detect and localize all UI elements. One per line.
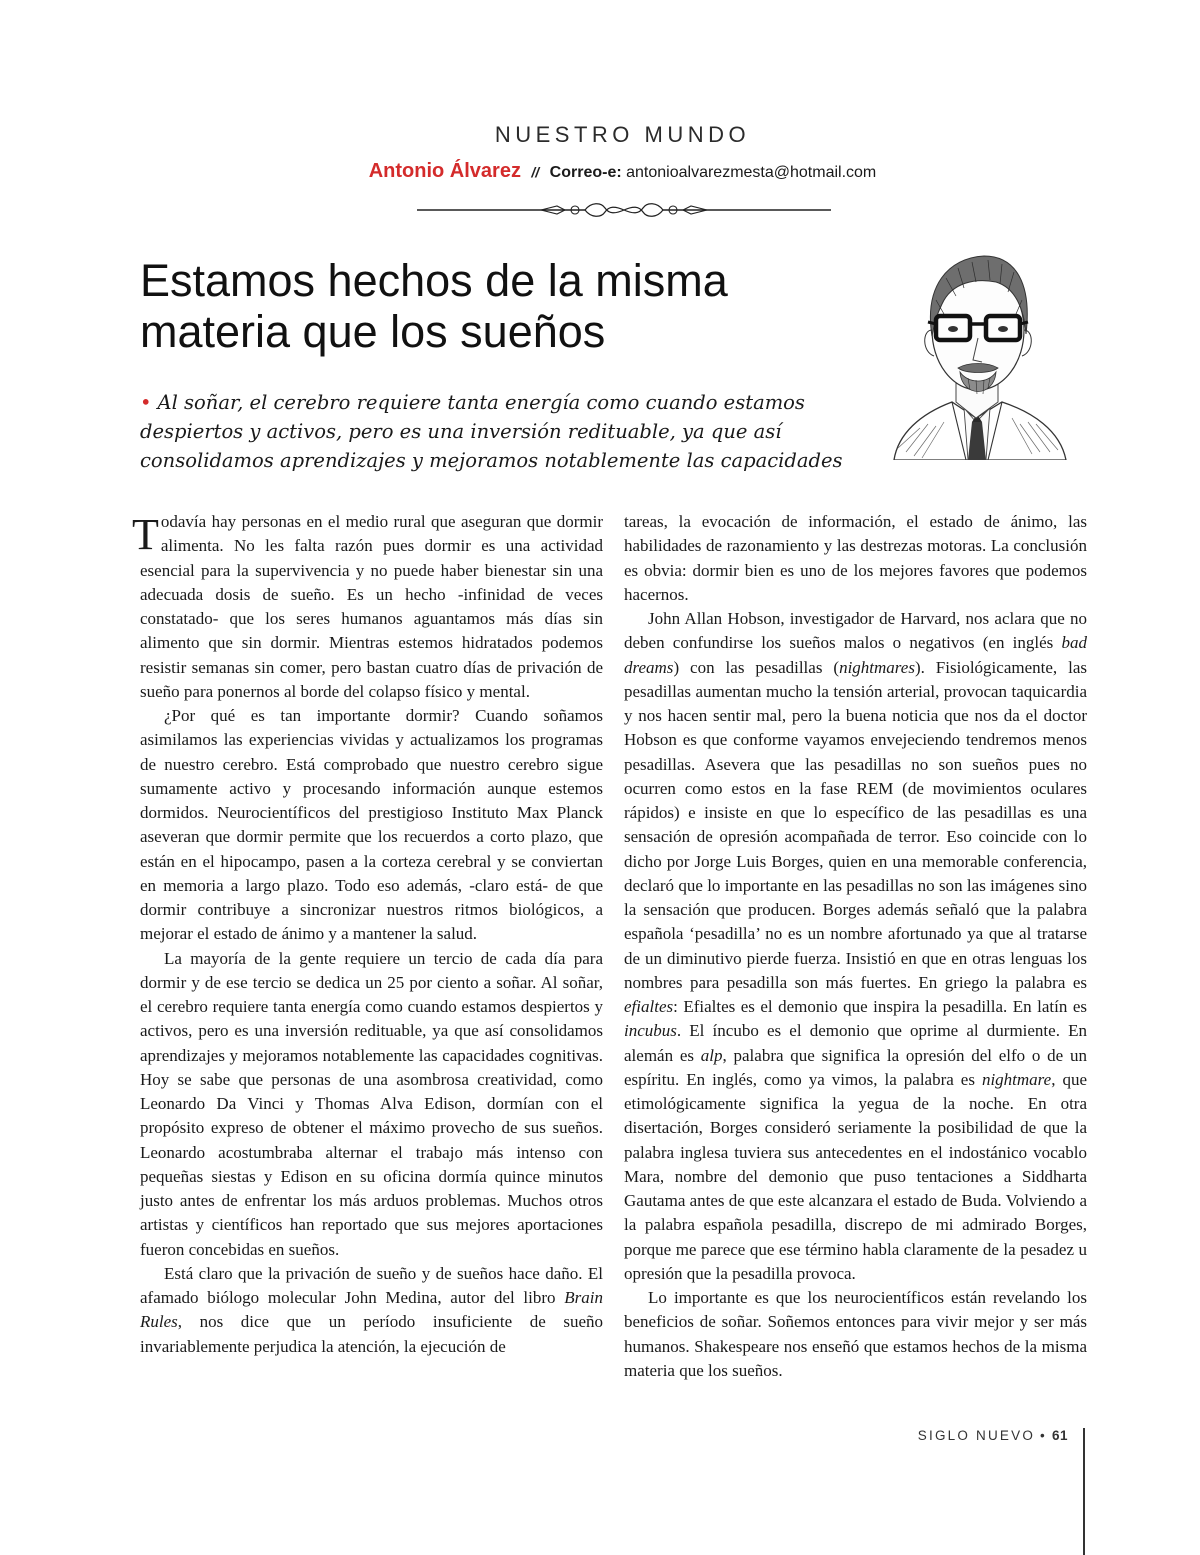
byline (0, 160, 1200, 183)
paragraph-4-text-b: , nos dice que un período insuficiente de sueño invariablemente perjudica la atención, la ejecución de (140, 1312, 603, 1356)
author-name: Antonio Álvarez (368, 160, 521, 182)
term-efialtes: efialtes (624, 997, 674, 1016)
paragraph-2: ¿Por qué es tan importante dormir? Cuando soñamos asimilamos las experiencias vividas y actualizamos los programas de nuestro cerebro. Está comprobado que nuestro cerebro sigue sumamente activo y procesando información aunque estemos dormidos. Neurocientíficos del prestigioso Instituto Max Planck aseveran que dormir permite que los recuerdos a corto plazo, que están en el hipocampo, pasen a la corteza cerebral y se conviertan en memoria a largo plazo. Todo eso además, -claro está- de que dormir contribuye a sincronizar nuestros ritmos biológicos, a mejorar el estado de ánimo y a mantener la salud. (140, 706, 603, 944)
paragraph-6-text-a: John Allan Hobson, investigador de Harvard, nos aclara que no deben confundirse los sueños malos o negativos (en inglés (624, 609, 1087, 653)
page-footer (918, 1428, 1068, 1443)
paragraph-3: La mayoría de la gente requiere un tercio de cada día para dormir y de ese tercio se dedica un 25 por ciento a soñar. Al soñar, el cerebro requiere tanta energía como cuando estamos despiertos y activos, pero es una inversión redituable, ya que así consolidamos aprendizajes y mejoramos notablemente las capacidades cognitivas. Hoy se sabe que personas de una asombrosa creatividad, como Leonardo Da Vinci y Thomas Alva Edison, dormían con el propósito expreso de obtener el máximo provecho de sus sueños. Leonardo acostumbraba alternar el trabajo más intenso con pequeñas siestas y Edison en su oficina dormía quince minutos justo antes de enfrentar los más arduos problemas. Muchos otros artistas y científicos han reportado que sus mejores aportaciones fueron concebidas en sueños. (140, 948, 603, 1259)
term-bad-dreams: bad dreams (624, 633, 1087, 677)
paragraph-5: tareas, la evocación de información, el estado de ánimo, las habilidades de razonamiento y las destrezas motoras. La conclusión es obvia: dormir bien es uno de los mejores favores que podemos hacernos. (624, 512, 1087, 604)
section-title: NUESTRO MUNDO (494, 122, 751, 147)
term-alp: alp (700, 1045, 723, 1065)
magazine-name: SIGLO NUEVO (917, 1428, 1036, 1443)
paragraph-6-text-g: , que etimológicamente significa la yegua de la noche. En otra disertación, Borges consideró seriamente la posibilidad de que la palabra inglesa tuviera sus antecedentes en el indostánico vocablo Mara, nombre del demonio que puso tentaciones a Siddharta Gautama antes de que este alcanzara el estado de Buda. Volviendo a la palabra española pesadilla, discrepo de mi admirado Borges, porque me parece que ese término habla claramente de la pesadez u opresión que la pesadilla provoca. (624, 1069, 1088, 1283)
author-email: antonioalvarezmesta@hotmail.com (626, 164, 877, 181)
byline-separator: // (531, 164, 540, 180)
paragraph-6-text-c: ). Fisiológicamente, las pesadillas aumentan mucho la tensión arterial, provocan taquicardia y nos hacen sentir mal, pero la buena noticia que nos da el doctor Hobson es que conforme vayamos envejeciendo tendremos menos pesadillas. Asevera que las pesadillas no son sueños pues no ocurren como estos en la fase REM (de movimientos oculares rápidos) e insiste en que lo específico de las pesadillas es una sensación de opresión acompañada de terror. Eso coincide con lo dicho por Jorge Luis Borges, quien en una memorable conferencia, declaró que lo importante en las pesadillas no son las imágenes sino la sensación que producen. Borges además señaló que la palabra española ‘pesadilla’ no es un nombre afortunado ya que al tratarse de un diminutivo pierde fuerza. Insistió en que en otras lenguas los nombres para pesadilla son más fuertes. En griego la palabra es (624, 657, 1087, 992)
paragraph-6-text-d: : Efialtes es el demonio que inspira la pesadilla. En latín es (673, 997, 1087, 1016)
article-column-right (624, 510, 1087, 1383)
book-title: Brain Rules (140, 1288, 603, 1332)
article-deck (140, 388, 910, 475)
footer-dot: • (1040, 1428, 1047, 1443)
drop-cap: T (132, 510, 159, 559)
paragraph-4 (140, 1262, 603, 1359)
email-label: Correo-e: (549, 164, 622, 181)
paragraph-6-text-b: ) con las pesadillas ( (673, 657, 840, 677)
page-number: 61 (1051, 1428, 1068, 1443)
paragraph-7: Lo importante es que los neurocientíficos están revelando los beneficios de soñar. Soñemos entonces para vivir mejor y ser más humanos. Shakespeare nos enseñó que estamos hechos de la misma materia que los sueños. (624, 1288, 1087, 1380)
term-nightmares: nightmares (839, 657, 915, 677)
paragraph-6 (624, 607, 1087, 1286)
paragraph-6-text-e: . El íncubo es el demonio que oprime al durmiente. En alemán es (624, 1021, 1087, 1065)
ornamental-divider-icon (415, 200, 833, 220)
article-title-line1: Estamos hechos de la misma (140, 255, 728, 306)
paragraph-1-text: odavía hay personas en el medio rural que aseguran que dormir alimenta. No les falta razón pues dormir es una actividad esencial para la supervivencia y no puede haber bienestar sin una adecuada dosis de sueño. Es un hecho -infinidad de veces constatado- que los seres humanos aguantamos más días sin alimento que sin dormir. Mientras estemos hidratados podemos resistir semanas sin comer, pero bastan cuatro días de privación de sueño para ponernos al borde del colapso físico y mental. (140, 512, 603, 701)
article-column-left (132, 510, 603, 1359)
paragraph-4-text-a: Está claro que la privación de sueño y de sueños hace daño. El afamado biólogo molecular John Medina, autor del libro (140, 1263, 603, 1307)
paragraph-6-text-f: , palabra que significa la opresión del elfo o de un espíritu. En inglés, como ya vimos, la palabra es (624, 1045, 1087, 1089)
article-title (140, 255, 840, 357)
deck-bullet: • (140, 391, 152, 414)
article-title-line2: materia que los sueños (140, 306, 606, 357)
author-portrait-illustration (890, 238, 1070, 460)
deck-text: Al soñar, el cerebro requiere tanta energía como cuando estamos despiertos y activos, pero es una inversión redituable, ya que así consolidamos aprendizajes y mejoramos notablemente las capacidades (140, 391, 843, 472)
footer-rule (1083, 1428, 1085, 1555)
term-incubus: incubus (624, 1021, 677, 1041)
term-nightmare: nightmare (981, 1069, 1052, 1089)
paragraph-1 (132, 510, 603, 704)
